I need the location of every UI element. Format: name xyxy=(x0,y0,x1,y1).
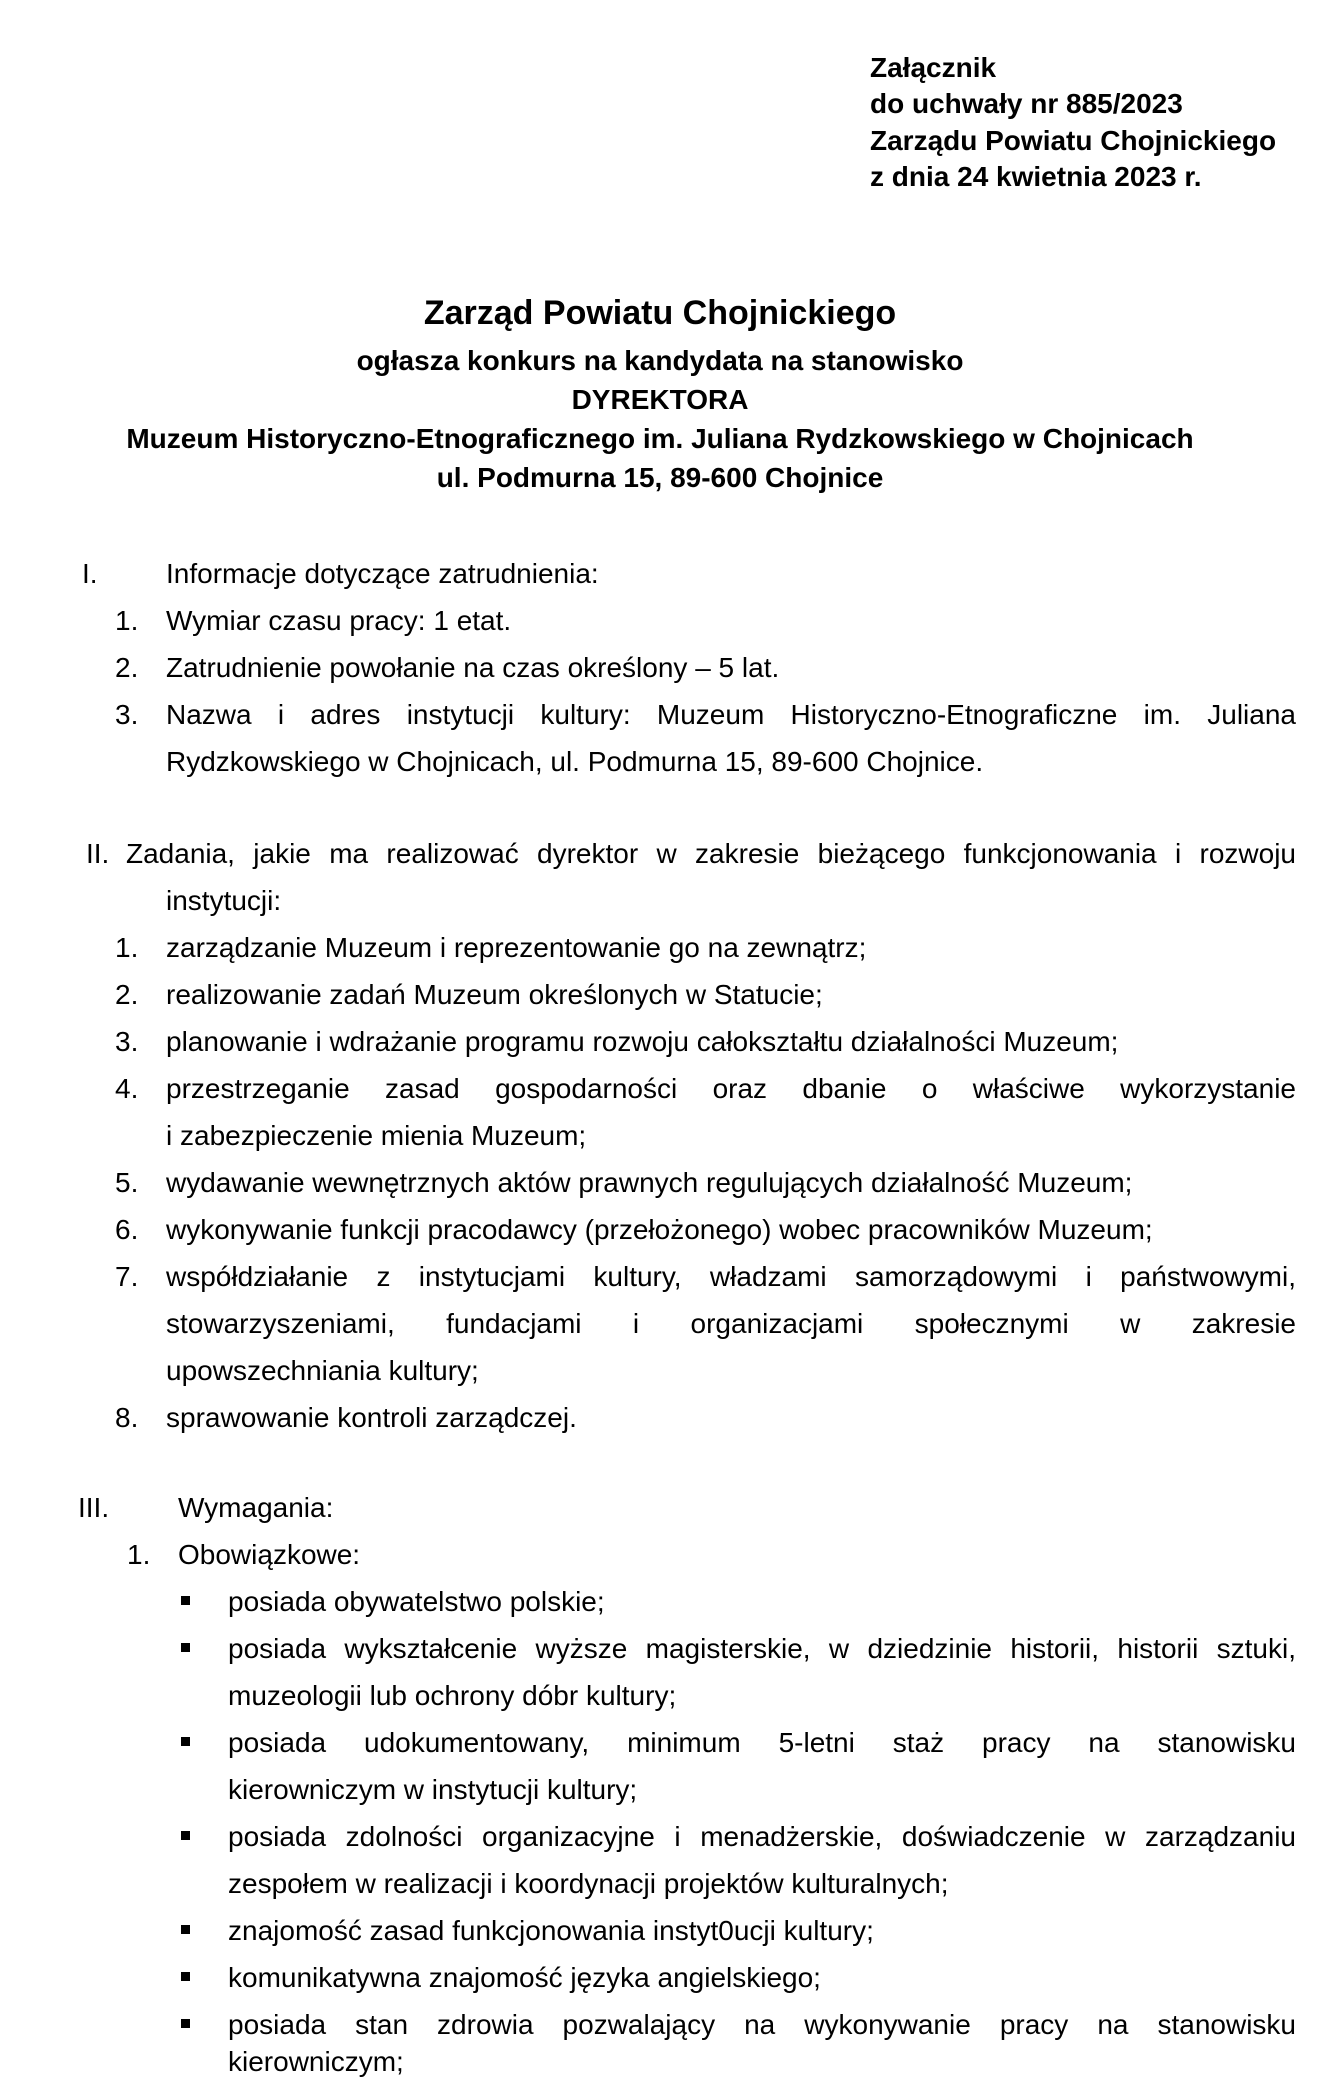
bullet-item: posiada udokumentowany, minimum 5-letni staż pracy na stanowisku xyxy=(228,1727,1296,1758)
list-item-continuation: stowarzyszeniami, fundacjami i organizacjami społecznymi w zakresie xyxy=(166,1308,1296,1339)
attachment-note xyxy=(870,50,1276,196)
list-number: 1. xyxy=(115,932,139,963)
section-title: Wymagania: xyxy=(178,1492,334,1523)
document-title: Zarząd Powiatu Chojnickiego xyxy=(423,294,897,332)
header-line: DYREKTORA xyxy=(571,383,749,415)
bullet-icon xyxy=(181,1831,190,1840)
list-number: 3. xyxy=(115,1026,139,1057)
document-header xyxy=(0,292,1320,499)
list-item: wykonywanie funkcji pracodawcy (przełożonego) wobec pracowników Muzeum; xyxy=(166,1214,1153,1245)
bullet-icon xyxy=(181,1643,190,1652)
bullet-icon xyxy=(181,1972,190,1981)
attachment-line: Zarządu Powiatu Chojnickiego xyxy=(870,124,1277,156)
attachment-line: Załącznik xyxy=(870,52,997,83)
list-item-continuation: Rydzkowskiego w Chojnicach, ul. Podmurna 15, 89-600 Chojnice. xyxy=(166,746,984,777)
bullet-icon xyxy=(181,2019,190,2028)
bullet-item: posiada zdolności organizacyjne i menadżerskie, doświadczenie w zarządzaniu xyxy=(228,1821,1296,1852)
list-number: 3. xyxy=(115,699,139,730)
list-item: wydawanie wewnętrznych aktów prawnych regulujących działalność Muzeum; xyxy=(166,1167,1133,1198)
section-title-continuation: instytucji: xyxy=(166,885,282,916)
list-number: 2. xyxy=(115,652,139,683)
list-item: planowanie i wdrażanie programu rozwoju całokształtu działalności Muzeum; xyxy=(166,1026,1119,1057)
list-number: 6. xyxy=(115,1214,139,1245)
list-item: przestrzeganie zasad gospodarności oraz dbanie o właściwe wykorzystanie xyxy=(166,1073,1296,1104)
header-line: Muzeum Historyczno-Etnograficznego im. Juliana Rydzkowskiego w Chojnicach xyxy=(126,422,1194,454)
list-number: 1. xyxy=(127,1539,151,1570)
section-number: I. xyxy=(82,558,98,589)
bullet-item-continuation: zespołem w realizacji i koordynacji projektów kulturalnych; xyxy=(228,1868,949,1899)
bullet-item-continuation: kierowniczym; xyxy=(228,2046,404,2077)
section-number: II. xyxy=(86,838,110,869)
bullet-item: posiada stan zdrowia pozwalający na wykonywanie pracy na stanowisku xyxy=(228,2009,1296,2040)
list-number: 4. xyxy=(115,1073,139,1104)
list-number: 8. xyxy=(115,1402,139,1433)
bullet-icon xyxy=(181,1596,190,1605)
section-title: Zadania, jakie ma realizować dyrektor w zakresie bieżącego funkcjonowania i rozwoju xyxy=(126,838,1296,869)
bullet-icon xyxy=(181,1925,190,1934)
bullet-item-continuation: kierowniczym w instytucji kultury; xyxy=(228,1774,638,1805)
header-line: ul. Podmurna 15, 89-600 Chojnice xyxy=(436,461,884,493)
section-title: Informacje dotyczące zatrudnienia: xyxy=(166,558,599,589)
list-number: 1. xyxy=(115,605,139,636)
bullet-item: znajomość zasad funkcjonowania instyt0ucji kultury; xyxy=(228,1915,874,1946)
section-number: III. xyxy=(78,1492,110,1523)
list-item: sprawowanie kontroli zarządczej. xyxy=(166,1402,577,1433)
subsection-title: Obowiązkowe: xyxy=(178,1539,361,1570)
bullet-icon xyxy=(181,1737,190,1746)
list-item-continuation: i zabezpieczenie mienia Muzeum; xyxy=(166,1120,587,1151)
list-item: realizowanie zadań Muzeum określonych w Statucie; xyxy=(166,979,823,1010)
list-item: zarządzanie Muzeum i reprezentowanie go na zewnątrz; xyxy=(166,932,867,963)
list-item: Wymiar czasu pracy: 1 etat. xyxy=(166,605,512,636)
bullet-item: posiada wykształcenie wyższe magisterskie, w dziedzinie historii, historii sztuki, xyxy=(228,1633,1296,1664)
list-item: współdziałanie z instytucjami kultury, władzami samorządowymi i państwowymi, xyxy=(166,1261,1296,1292)
list-number: 5. xyxy=(115,1167,139,1198)
bullet-item: posiada obywatelstwo polskie; xyxy=(228,1586,605,1617)
bullet-item: komunikatywna znajomość języka angielskiego; xyxy=(228,1962,821,1993)
header-line: ogłasza konkurs na kandydata na stanowisko xyxy=(356,344,964,376)
bullet-item-continuation: muzeologii lub ochrony dóbr kultury; xyxy=(228,1680,677,1711)
list-number: 7. xyxy=(115,1261,139,1292)
list-item-continuation: upowszechniania kultury; xyxy=(166,1355,479,1386)
attachment-line: do uchwały nr 885/2023 xyxy=(870,88,1183,120)
list-number: 2. xyxy=(115,979,139,1010)
attachment-line: z dnia 24 kwietnia 2023 r. xyxy=(870,161,1202,193)
list-item: Zatrudnienie powołanie na czas określony – 5 lat. xyxy=(166,652,780,683)
list-item: Nazwa i adres instytucji kultury: Muzeum Historyczno-Etnograficzne im. Juliana xyxy=(166,699,1296,730)
